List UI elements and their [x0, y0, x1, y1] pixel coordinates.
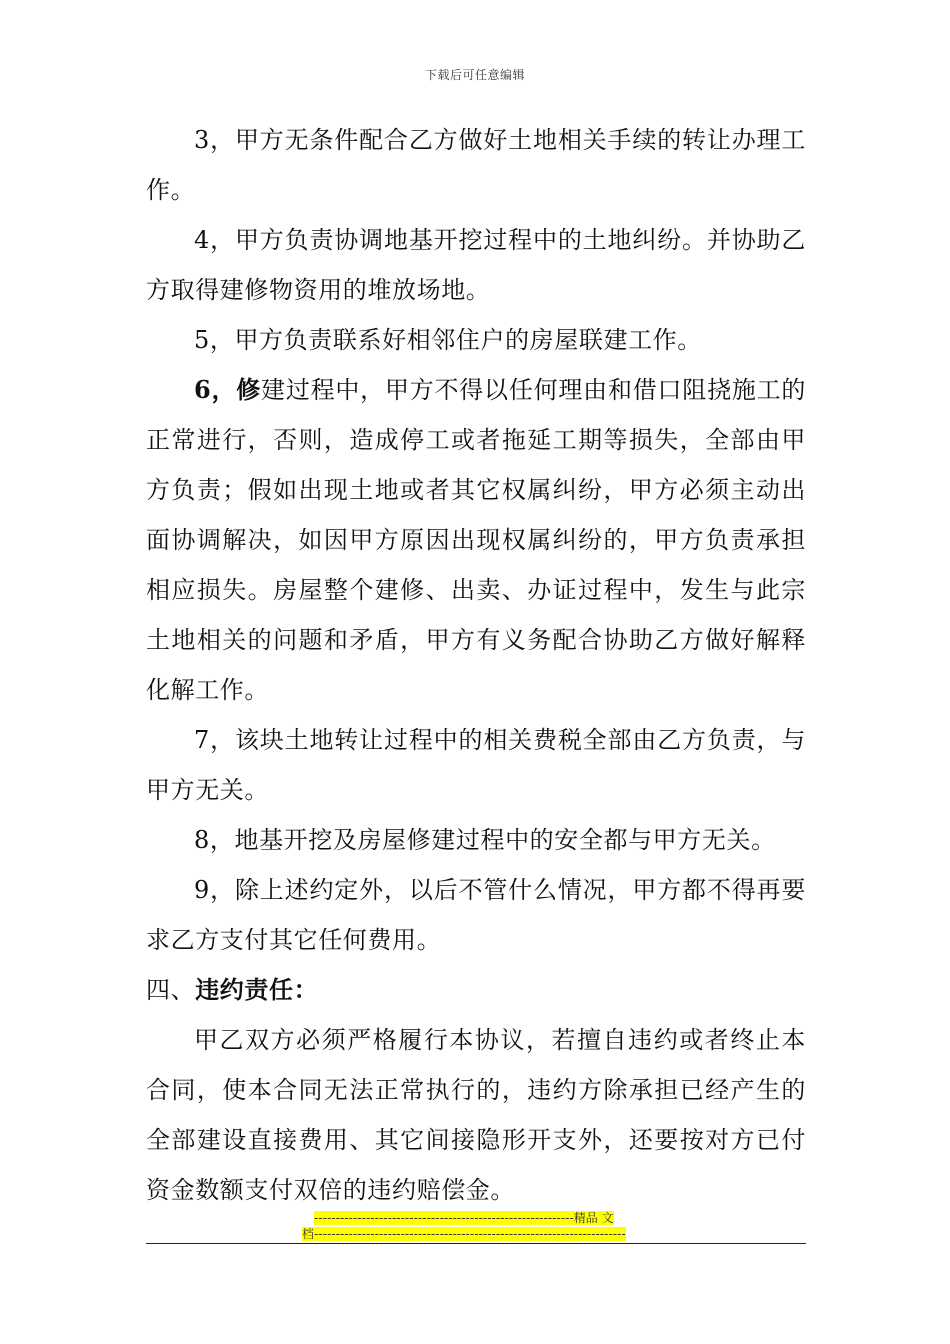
clause-5: 5，甲方负责联系好相邻住户的房屋联建工作。	[194, 326, 702, 354]
document-body	[146, 115, 806, 1215]
clause-6-text: 建过程中，甲方不得以任何理由和借口阻挠施工的正常进行，否则，造成停工或者拖延工期等损失，全部由甲方负责；假如出现土地或者其它权属纠纷，甲方必须主动出面协调解决，如因甲方原因出现权属纠纷的，甲方负责承担相应损失。房屋整个建修、出卖、办证过程中，发生与此宗土地相关的问题和矛盾，甲方有义务配合协助乙方做好解释化解工作。	[146, 376, 807, 704]
breach-clause: 甲乙双方必须严格履行本协议，若擅自违约或者终止本合同，使本合同无法正常执行的，违约方除承担已经产生的全部建设直接费用、其它间接隐形开支外，还要按对方已付资金数额支付双倍的违约赔偿金。	[146, 1026, 806, 1204]
clause-8: 8，地基开挖及房屋修建过程中的安全都与甲方无关。	[194, 826, 776, 854]
section-4-number: 四、	[146, 976, 196, 1004]
footer-divider	[146, 1243, 806, 1244]
clause-6	[146, 365, 806, 715]
clause-6-lead: 6，修	[194, 375, 262, 404]
clause-9: 9，除上述约定外，以后不管什么情况，甲方都不得再要求乙方支付其它任何费用。	[146, 876, 806, 954]
page-header: 下载后可任意编辑	[424, 68, 525, 82]
clause-7: 7，该块土地转让过程中的相关费税全部由乙方负责，与甲方无关。	[146, 726, 806, 804]
clause-3: 3，甲方无条件配合乙方做好土地相关手续的转让办理工作。	[146, 126, 806, 204]
clause-4: 4，甲方负责协调地基开挖过程中的土地纠纷。并协助乙方取得建修物资用的堆放场地。	[146, 226, 806, 304]
section-4-heading	[146, 965, 806, 1015]
footer-line-2-text: 档------------------------------------------------------------------------	[302, 1227, 626, 1241]
footer-line-1	[302, 1210, 648, 1226]
footer-line-2	[302, 1226, 648, 1242]
section-4-title: 违约责任：	[195, 975, 319, 1004]
footer-line-1-text: ------------------------------------------------------------精品 文	[314, 1211, 614, 1225]
footer-watermark	[302, 1210, 648, 1242]
